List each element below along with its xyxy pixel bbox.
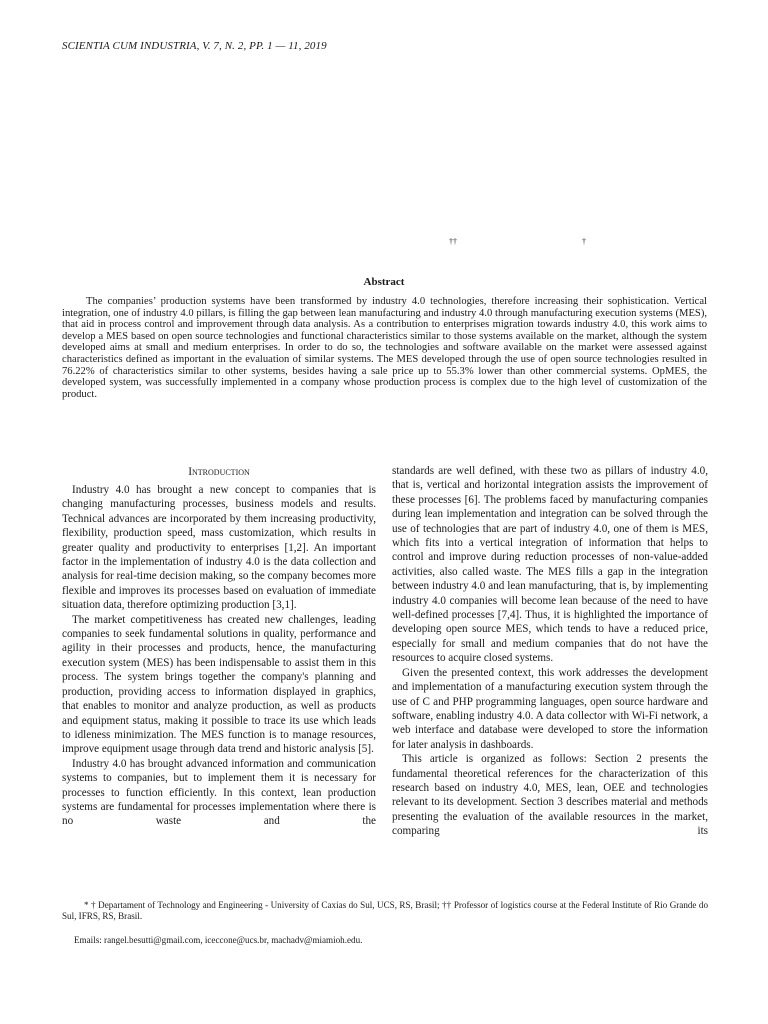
right-column xyxy=(392,464,708,839)
paragraph: standards are well defined, with these two as pillars of industry 4.0, that is, vertical and horizontal integration assists the improvement of these processes [6]. The problems faced by manufacturing companies during lean implementation and integration can be solved through the use of technologies that are part of industry 4.0, one of them is MES, which fits into a vertical integration of information that helps to control and improve during reduction processes of non-value-added activities, also called waste. The MES fills a gap in the integration between industry 4.0 and lean manufacturing, that is, by implementing industry 4.0 companies will become lean because of the need to have well-defined processes [7,4]. Thus, it is highlighted the importance of developing open source MES, which tends to have a reduced price, especially for small and medium companies that do not have the resources to acquire closed systems. xyxy=(392,465,708,665)
paragraph: Given the presented context, this work addresses the development and implementation of a manufacturing execution system through the use of C and PHP programming languages, open source hardware and software, enabling industry 4.0. A data collector with Wi-Fi network, a web interface and database were developed to store the information for later analysis in dashboards. xyxy=(392,666,708,751)
author-emails: Emails: rangel.besutti@gmail.com, iceccone@ucs.br, machadv@miamioh.edu. xyxy=(74,935,363,945)
section-title-introduction: Introduction xyxy=(188,466,250,478)
abstract-text: The companies’ production systems have been transformed by industry 4.0 technologies, therefore increasing their sophistication. Vertical integration, one of industry 4.0 pillars, is filling the gap between lean manufacturing and industry 4.0 through manufacturing execution systems (MES), that aid in process control and improvement through data analysis. As a contribution to enterprises migration towards industry 4.0, this work aims to develop a MES based on open source technologies and functional characteristics similar to those systems available on the market, although the system developed aims at small and medium enterprises. In order to do so, the technologies and software available on the market were assessed against characteristics defined as important in the evaluation of similar systems. The MES developed through the use of open source technologies resulted in 76.22% of characteristics similar to other systems, besides having a sale price up to 55.3% lower than other commercial systems. OpMES, the developed system, was successfully implemented in a company whose production process is complex due to the high level of customization of the product. xyxy=(62,296,707,400)
abstract-title: Abstract xyxy=(363,276,405,288)
paragraph: The market competitiveness has created new challenges, leading companies to seek fundamental solutions in quality, performance and agility in their processes and products, hence, the manufacturing execution system (MES) has been indispensable to assist them in this process. The system brings together the company's planning and production, providing access to information displayed in graphics, that enables to monitor and analyze production, as well as products and equipment status, making it possible to trace its use which leads to idleness minimization. The MES function is to manage resources, improve equipment usage through data trend and historic analysis [5]. xyxy=(62,613,376,756)
affiliation-mark-2: † xyxy=(582,237,586,246)
journal-header: SCIENTIA CUM INDUSTRIA, V. 7, N. 2, PP. 1 — 11, 2019 xyxy=(62,40,327,52)
paragraph: This article is organized as follows: Section 2 presents the fundamental theoretical references for the characterization of this research based on industry 4.0, MES, lean, OEE and technologies relevant to its development. Section 3 describes material and methods presenting the evaluation of the available resources in the market, comparing its xyxy=(392,753,708,838)
affiliation-mark-1: †† xyxy=(449,237,457,246)
left-column xyxy=(62,464,376,829)
paragraph: Industry 4.0 has brought a new concept to companies that is changing manufacturing processes, business models and results. Technical advances are incorporated by them increasing productivity, flexibility, production speed, mass customization, which results in greater quality and productivity to enterprises [1,2]. An important factor in the implementation of industry 4.0 is the data collection and analysis for real-time decision making, so the company becomes more flexible and improves its processes based on evaluation of immediate situation data, therefore optimizing production [3,1]. xyxy=(62,484,376,612)
affiliation-footnote: * † Departament of Technology and Engineering - University of Caxias do Sul, UCS, RS, Brasil; †† Professor of logistics course at the Federal Institute of Rio Grande do Sul, IFRS, RS, Brasil. xyxy=(62,900,708,921)
paragraph: Industry 4.0 has brought advanced information and communication systems to companies, but to implement them it is necessary for processes to function efficiently. In this context, lean production systems are fundamental for processes implementation where there is no waste and the xyxy=(62,757,376,828)
